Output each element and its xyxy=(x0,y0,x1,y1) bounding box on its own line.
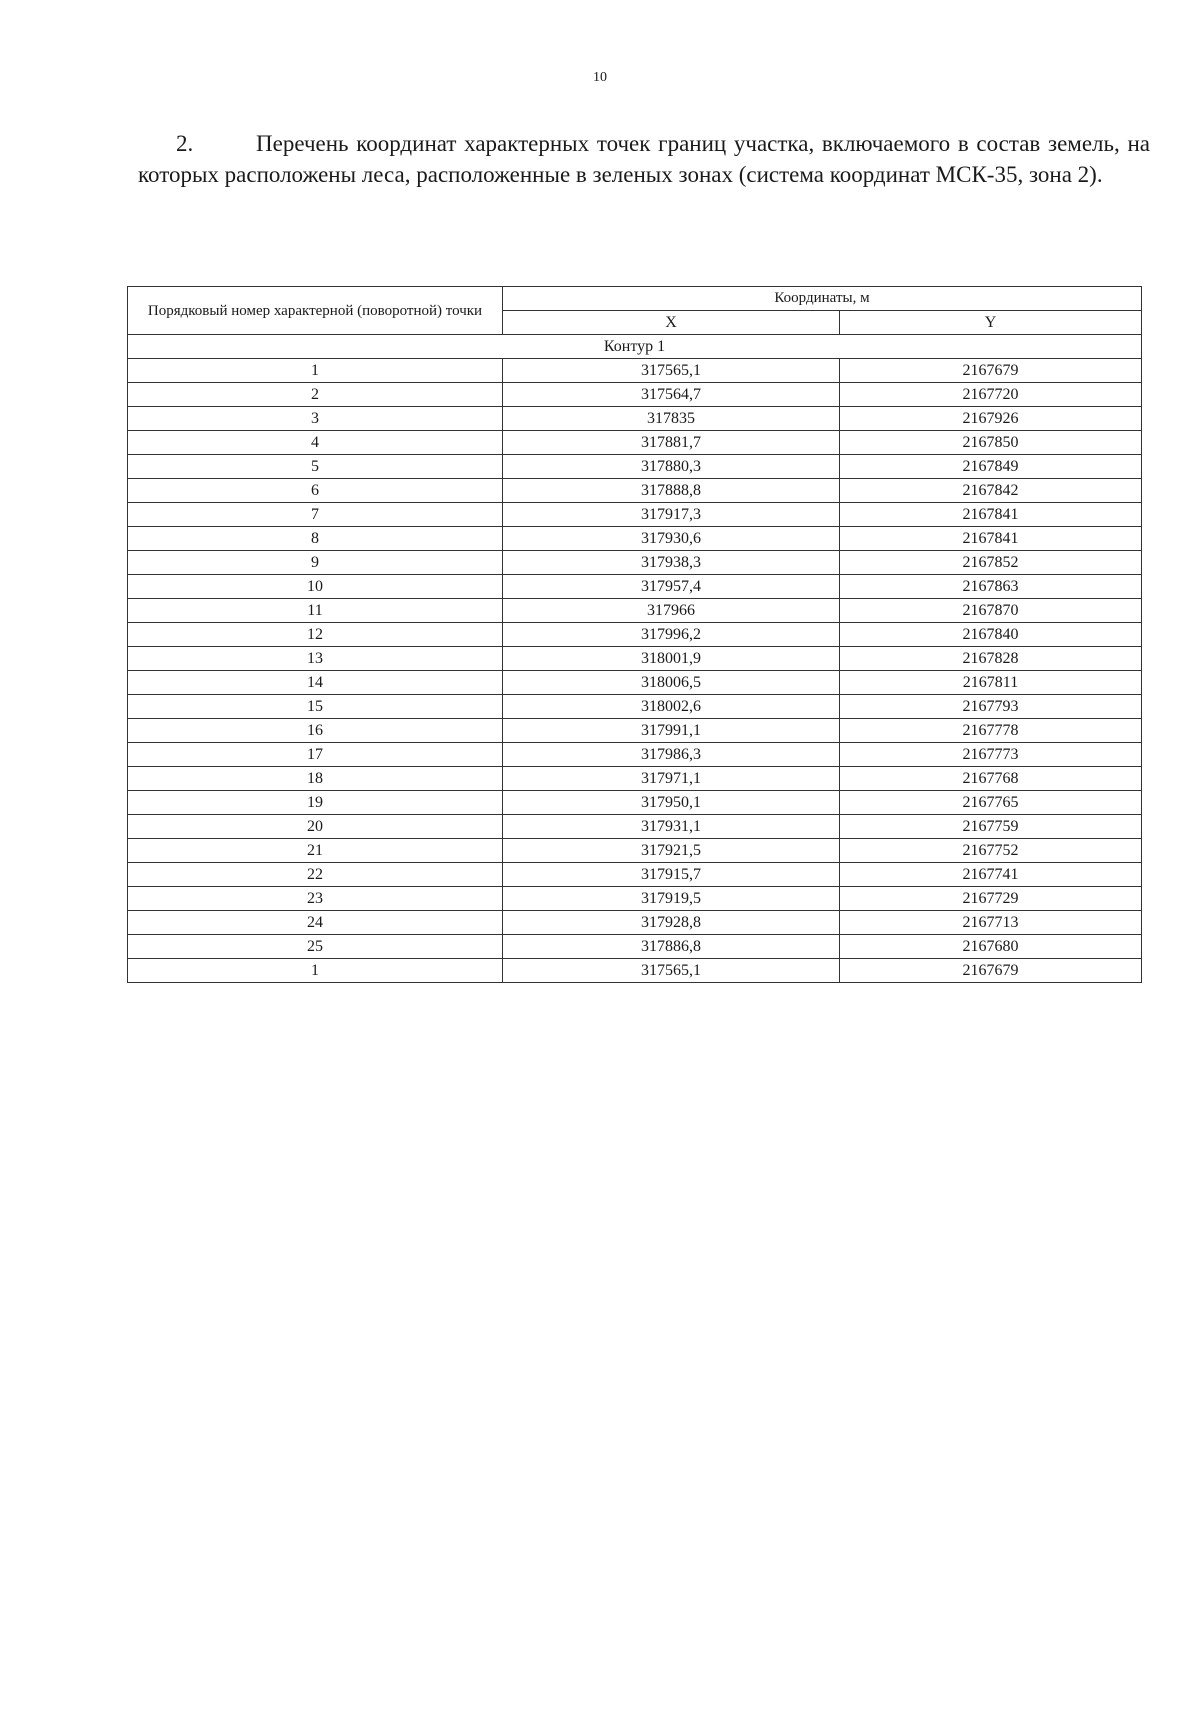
y-coordinate-cell: 2167828 xyxy=(840,647,1142,671)
point-number-cell: 2 xyxy=(128,383,503,407)
table-row xyxy=(128,431,1142,455)
point-number-cell: 19 xyxy=(128,791,503,815)
y-coordinate-cell: 2167741 xyxy=(840,863,1142,887)
section-heading xyxy=(138,128,1150,190)
y-coordinate-cell: 2167793 xyxy=(840,695,1142,719)
point-number-cell: 9 xyxy=(128,551,503,575)
y-coordinate-cell: 2167680 xyxy=(840,935,1142,959)
x-coordinate-cell: 317888,8 xyxy=(503,479,840,503)
x-coordinate-cell: 317991,1 xyxy=(503,719,840,743)
section-title: Перечень координат характерных точек границ участка, включаемого в состав земель, на которых расположены леса, расположенные в зеленых зонах (система координат МСК-35, зона 2). xyxy=(138,131,1150,187)
x-coordinate-cell: 318006,5 xyxy=(503,671,840,695)
x-coordinate-cell: 317986,3 xyxy=(503,743,840,767)
point-number-cell: 16 xyxy=(128,719,503,743)
table-row xyxy=(128,719,1142,743)
point-number-cell: 15 xyxy=(128,695,503,719)
y-coordinate-cell: 2167863 xyxy=(840,575,1142,599)
x-coordinate-cell: 317564,7 xyxy=(503,383,840,407)
table-row xyxy=(128,935,1142,959)
x-coordinate-cell: 317957,4 xyxy=(503,575,840,599)
x-coordinate-cell: 317880,3 xyxy=(503,455,840,479)
y-coordinate-cell: 2167765 xyxy=(840,791,1142,815)
column-header-y: Y xyxy=(840,311,1142,335)
y-coordinate-cell: 2167840 xyxy=(840,623,1142,647)
y-coordinate-cell: 2167713 xyxy=(840,911,1142,935)
y-coordinate-cell: 2167778 xyxy=(840,719,1142,743)
y-coordinate-cell: 2167773 xyxy=(840,743,1142,767)
x-coordinate-cell: 317886,8 xyxy=(503,935,840,959)
point-number-cell: 11 xyxy=(128,599,503,623)
column-header-x: X xyxy=(503,311,840,335)
x-coordinate-cell: 317928,8 xyxy=(503,911,840,935)
y-coordinate-cell: 2167729 xyxy=(840,887,1142,911)
table-row xyxy=(128,671,1142,695)
y-coordinate-cell: 2167841 xyxy=(840,503,1142,527)
point-number-cell: 6 xyxy=(128,479,503,503)
y-coordinate-cell: 2167811 xyxy=(840,671,1142,695)
x-coordinate-cell: 317950,1 xyxy=(503,791,840,815)
x-coordinate-cell: 317915,7 xyxy=(503,863,840,887)
point-number-cell: 7 xyxy=(128,503,503,527)
x-coordinate-cell: 317938,3 xyxy=(503,551,840,575)
point-number-cell: 10 xyxy=(128,575,503,599)
y-coordinate-cell: 2167768 xyxy=(840,767,1142,791)
x-coordinate-cell: 317971,1 xyxy=(503,767,840,791)
table-row xyxy=(128,887,1142,911)
point-number-cell: 21 xyxy=(128,839,503,863)
y-coordinate-cell: 2167849 xyxy=(840,455,1142,479)
table-row xyxy=(128,647,1142,671)
x-coordinate-cell: 317565,1 xyxy=(503,959,840,983)
x-coordinate-cell: 317931,1 xyxy=(503,815,840,839)
table-row xyxy=(128,503,1142,527)
point-number-cell: 25 xyxy=(128,935,503,959)
y-coordinate-cell: 2167852 xyxy=(840,551,1142,575)
y-coordinate-cell: 2167759 xyxy=(840,815,1142,839)
point-number-cell: 1 xyxy=(128,359,503,383)
y-coordinate-cell: 2167842 xyxy=(840,479,1142,503)
point-number-cell: 22 xyxy=(128,863,503,887)
coordinates-table xyxy=(127,286,1142,983)
y-coordinate-cell: 2167679 xyxy=(840,359,1142,383)
point-number-cell: 8 xyxy=(128,527,503,551)
x-coordinate-cell: 317921,5 xyxy=(503,839,840,863)
x-coordinate-cell: 318002,6 xyxy=(503,695,840,719)
table-row xyxy=(128,839,1142,863)
point-number-cell: 5 xyxy=(128,455,503,479)
x-coordinate-cell: 317917,3 xyxy=(503,503,840,527)
x-coordinate-cell: 317996,2 xyxy=(503,623,840,647)
y-coordinate-cell: 2167720 xyxy=(840,383,1142,407)
table-row xyxy=(128,791,1142,815)
table-row xyxy=(128,815,1142,839)
table-row xyxy=(128,959,1142,983)
table-row xyxy=(128,479,1142,503)
x-coordinate-cell: 318001,9 xyxy=(503,647,840,671)
point-number-cell: 24 xyxy=(128,911,503,935)
table-body xyxy=(128,335,1142,983)
table-row xyxy=(128,383,1142,407)
point-number-cell: 18 xyxy=(128,767,503,791)
x-coordinate-cell: 317881,7 xyxy=(503,431,840,455)
y-coordinate-cell: 2167841 xyxy=(840,527,1142,551)
point-number-cell: 23 xyxy=(128,887,503,911)
table-row xyxy=(128,359,1142,383)
column-header-point-number: Порядковый номер характерной (поворотной) точки xyxy=(128,287,503,335)
point-number-cell: 14 xyxy=(128,671,503,695)
y-coordinate-cell: 2167870 xyxy=(840,599,1142,623)
point-number-cell: 17 xyxy=(128,743,503,767)
table-row xyxy=(128,575,1142,599)
table-row xyxy=(128,599,1142,623)
point-number-cell: 13 xyxy=(128,647,503,671)
table-row xyxy=(128,911,1142,935)
table-row xyxy=(128,623,1142,647)
table-row xyxy=(128,527,1142,551)
point-number-cell: 20 xyxy=(128,815,503,839)
point-number-cell: 3 xyxy=(128,407,503,431)
point-number-cell: 4 xyxy=(128,431,503,455)
y-coordinate-cell: 2167752 xyxy=(840,839,1142,863)
table-row xyxy=(128,455,1142,479)
x-coordinate-cell: 317835 xyxy=(503,407,840,431)
section-number: 2. xyxy=(176,131,194,156)
column-header-coordinates: Координаты, м xyxy=(503,287,1142,311)
x-coordinate-cell: 317930,6 xyxy=(503,527,840,551)
table-row xyxy=(128,863,1142,887)
y-coordinate-cell: 2167926 xyxy=(840,407,1142,431)
page-number: 10 xyxy=(593,70,607,85)
table-row xyxy=(128,407,1142,431)
point-number-cell: 1 xyxy=(128,959,503,983)
contour-label: Контур 1 xyxy=(128,335,1142,359)
x-coordinate-cell: 317919,5 xyxy=(503,887,840,911)
table-row xyxy=(128,551,1142,575)
y-coordinate-cell: 2167850 xyxy=(840,431,1142,455)
point-number-cell: 12 xyxy=(128,623,503,647)
y-coordinate-cell: 2167679 xyxy=(840,959,1142,983)
table-row xyxy=(128,767,1142,791)
x-coordinate-cell: 317565,1 xyxy=(503,359,840,383)
table-row xyxy=(128,743,1142,767)
x-coordinate-cell: 317966 xyxy=(503,599,840,623)
table-row xyxy=(128,695,1142,719)
